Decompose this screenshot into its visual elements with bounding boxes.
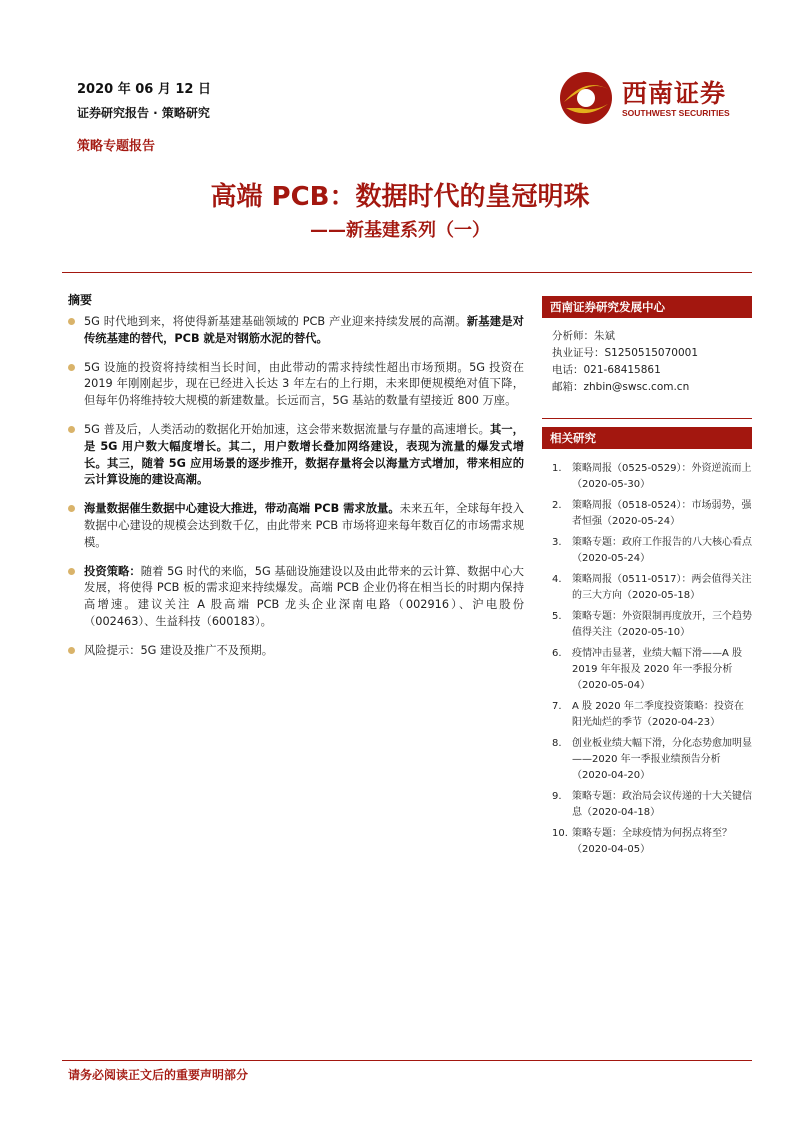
paragraph-text: 5G 时代地到来，将使得新基建基础领域的 PCB 产业迎来持续发展的高潮。 bbox=[84, 315, 467, 328]
related-item[interactable] bbox=[552, 736, 752, 784]
paragraph-bold-text: 海量数据催生数据中心建设大推进，带动高端 PCB 需求放量。 bbox=[84, 502, 400, 516]
related-item-number: 8. bbox=[552, 738, 562, 749]
related-item-number: 10. bbox=[552, 828, 568, 839]
related-item[interactable] bbox=[552, 699, 752, 731]
related-item[interactable] bbox=[552, 646, 752, 694]
logo-emblem-icon bbox=[556, 68, 616, 126]
summary-paragraph bbox=[68, 643, 524, 660]
related-item[interactable] bbox=[552, 461, 752, 493]
analyst-email[interactable]: 邮箱：zhbin@swsc.com.cn bbox=[552, 381, 690, 393]
summary-paragraph bbox=[68, 314, 524, 348]
summary-heading: 摘要 bbox=[68, 293, 93, 307]
logo-cn-text: 西南证券 bbox=[622, 79, 727, 108]
related-item-text: 创业板业绩大幅下滑，分化态势愈加明显——2020 年一季报业绩预告分析（2020-04-20） bbox=[572, 738, 752, 781]
related-item-number: 4. bbox=[552, 574, 562, 585]
report-type: 策略专题报告 bbox=[77, 139, 156, 154]
summary-paragraph bbox=[68, 360, 524, 410]
bullet-dot-icon bbox=[68, 647, 75, 654]
bullet-dot-icon bbox=[68, 568, 75, 575]
analyst-name: 分析师：朱斌 bbox=[552, 330, 615, 342]
company-logo bbox=[556, 68, 746, 126]
summary-body bbox=[68, 314, 524, 672]
summary-paragraph bbox=[68, 501, 524, 551]
paragraph-bold-text: 新基建是对传统基建的替代，PCB 就是对钢筋水泥的替代。 bbox=[84, 315, 524, 345]
related-item[interactable] bbox=[552, 535, 752, 567]
top-divider bbox=[62, 272, 752, 273]
analyst-info bbox=[542, 318, 752, 396]
bullet-dot-icon bbox=[68, 426, 75, 433]
related-item[interactable] bbox=[552, 609, 752, 641]
paragraph-text: 风险提示：5G 建设及推广不及预期。 bbox=[84, 643, 273, 657]
related-item-number: 3. bbox=[552, 537, 562, 548]
related-item-text: 策略专题：外资限制再度放开，三个趋势值得关注（2020-05-10） bbox=[572, 611, 752, 638]
paragraph-bold-text: 其一，是 5G 用户数大幅度增长。其二，用户数增长叠加网络建设，表现为流量的爆发式增长。其三，随着 5G 应用场景的逐步推开，数据存量将会以海量方式增加，带来相应的云计算设施的建设高潮。 bbox=[84, 422, 524, 487]
bullet-dot-icon bbox=[68, 505, 75, 512]
bullet-dot-icon bbox=[68, 364, 75, 371]
related-item-number: 9. bbox=[552, 791, 562, 802]
related-item-number: 6. bbox=[552, 648, 562, 659]
report-title: 高端 PCB：数据时代的皇冠明珠 bbox=[210, 182, 590, 212]
sidebar bbox=[542, 296, 752, 863]
related-item-number: 1. bbox=[552, 463, 562, 474]
report-series: 证券研究报告 · 策略研究 bbox=[77, 106, 210, 120]
related-item-text: 策略专题：政治局会议传递的十大关键信息（2020-04-18） bbox=[572, 791, 752, 818]
report-subtitle: ——新基建系列（一） bbox=[310, 220, 490, 241]
analyst-license: 执业证号：S1250515070001 bbox=[552, 347, 699, 359]
related-item-number: 7. bbox=[552, 701, 562, 712]
related-item[interactable] bbox=[552, 826, 752, 858]
bullet-dot-icon bbox=[68, 318, 75, 325]
sidebar-divider bbox=[542, 418, 752, 419]
related-item[interactable] bbox=[552, 498, 752, 530]
related-item-text: 策略周报（0518-0524）：市场弱势，强者恒强（2020-05-24） bbox=[572, 500, 752, 527]
summary-paragraph bbox=[68, 564, 524, 631]
related-item-text: 疫情冲击显著，业绩大幅下滑——A 股 2019 年年报及 2020 年一季报分析（2020-05-04） bbox=[572, 648, 743, 691]
related-item-text: A 股 2020 年二季度投资策略：投资在阳光灿烂的季节（2020-04-23） bbox=[572, 701, 744, 728]
logo-en-text: SOUTHWEST SECURITIES bbox=[622, 108, 730, 118]
bottom-divider bbox=[62, 1060, 752, 1061]
summary-paragraph bbox=[68, 422, 524, 489]
paragraph-bold-text: 投资策略： bbox=[84, 564, 141, 578]
report-date: 2020 年 06 月 12 日 bbox=[77, 82, 211, 97]
related-item-text: 策略专题：政府工作报告的八大核心看点（2020-05-24） bbox=[572, 537, 752, 564]
paragraph-text: 5G 设施的投资将持续相当长时间，由此带动的需求持续性超出市场预期。5G 投资在 2019 年刚刚起步，现在已经进入长达 3 年左右的上行期，未来即便规模绝对值下降，但每年仍将维持较大规模的新建数量。长远而言，5G 基站的数量有望接近 800 万座。 bbox=[84, 360, 524, 408]
analyst-phone: 电话：021-68415861 bbox=[552, 364, 661, 376]
related-item-number: 2. bbox=[552, 500, 562, 511]
related-item-text: 策略周报（0525-0529）：外资逆流而上（2020-05-30） bbox=[572, 463, 752, 490]
paragraph-text: 5G 普及后，人类活动的数据化开始加速，这会带来数据流量与存量的高速增长。 bbox=[84, 422, 490, 436]
related-item-text: 策略周报（0511-0517）：两会值得关注的三大方向（2020-05-18） bbox=[572, 574, 752, 601]
related-item-text: 策略专题：全球疫情为何拐点将至？（2020-04-05） bbox=[572, 828, 732, 855]
related-research-header: 相关研究 bbox=[542, 427, 752, 449]
paragraph-text: 随着 5G 时代的来临，5G 基础设施建设以及由此带来的云计算、数据中心大发展，将使得 PCB 板的需求迎来持续爆发。高端 PCB 企业仍将在相当长的时期内保持高增速。建议关注 A 股高端 PCB 龙头企业深南电路（002916）、沪电股份（002463）、生益科技（600183）。 bbox=[84, 564, 524, 628]
related-research-list bbox=[542, 449, 752, 858]
disclaimer-footer: 请务必阅读正文后的重要声明部分 bbox=[68, 1068, 249, 1082]
related-item[interactable] bbox=[552, 572, 752, 604]
paragraph-text: 未来五年，全球每年投入数据中心建设的规模会达到数千亿，由此带来 PCB 市场将迎来每年数百亿的市场需求规模。 bbox=[84, 502, 524, 549]
related-item-number: 5. bbox=[552, 611, 562, 622]
related-item[interactable] bbox=[552, 789, 752, 821]
research-center-header: 西南证券研究发展中心 bbox=[542, 296, 752, 318]
